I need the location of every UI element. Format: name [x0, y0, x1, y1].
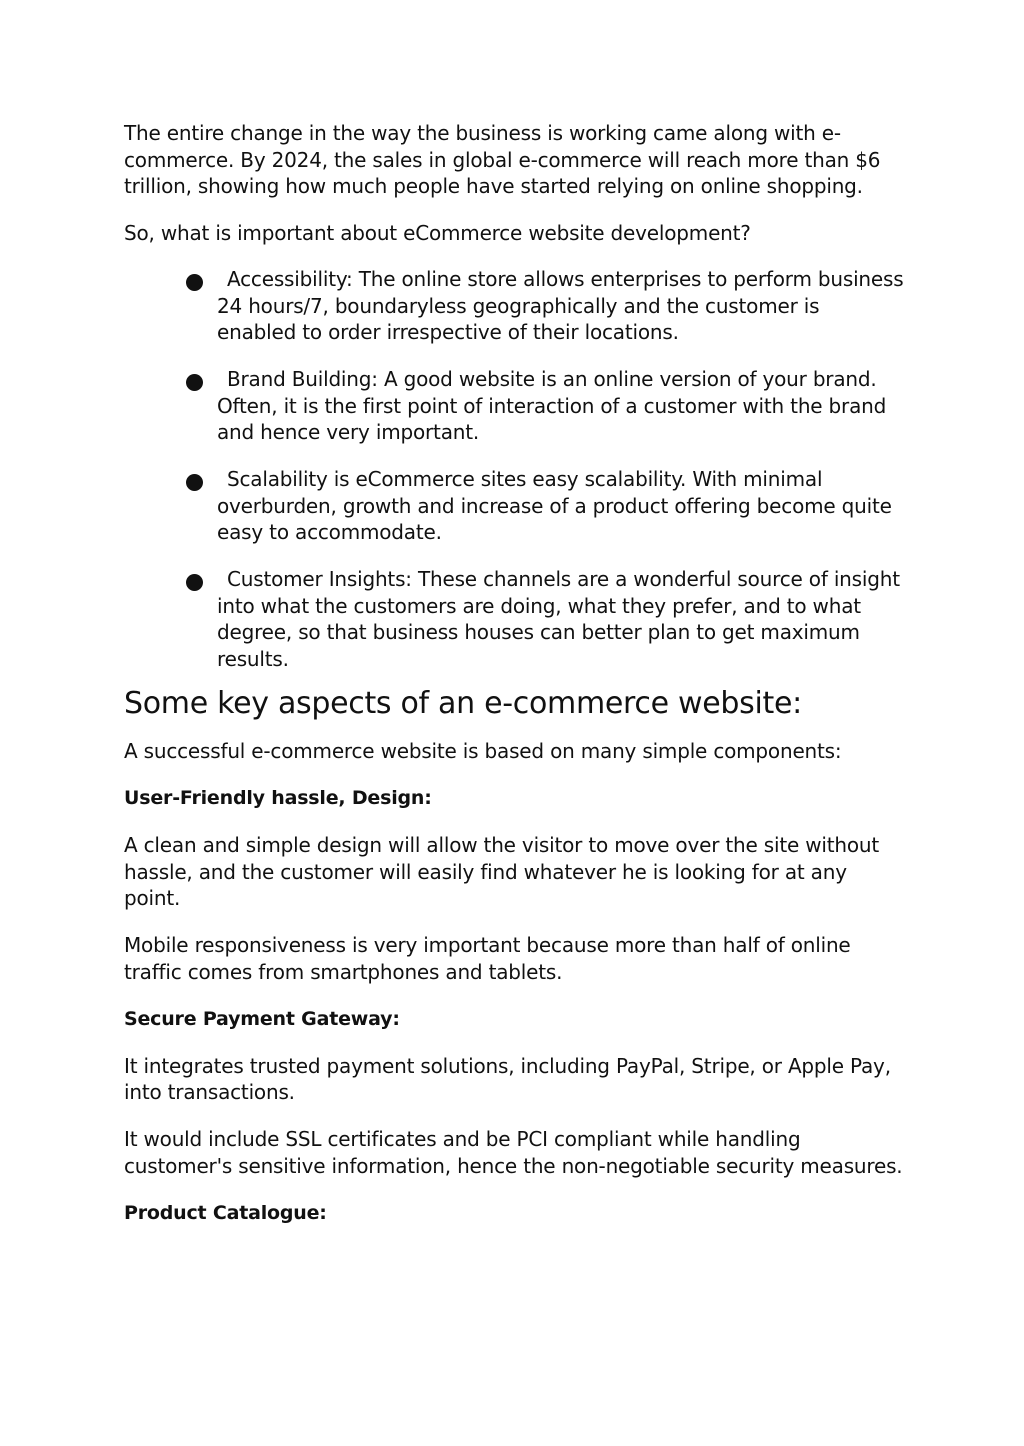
list-item-text: Brand Building: A good website is an online version of your brand. Often, it is the first point of interaction of a customer with the brand and hence very important. — [217, 367, 887, 444]
payment-paragraph-1: It integrates trusted payment solutions, including PayPal, Stripe, or Apple Pay, into transactions. — [124, 1053, 891, 1104]
list-item — [124, 466, 904, 546]
design-paragraph-2: Mobile responsiveness is very important because more than half of online traffic comes from smartphones and tablets. — [124, 933, 851, 984]
list-item-text: Scalability is eCommerce sites easy scalability. With minimal overburden, growth and increase of a product offering become quite easy to accommodate. — [217, 467, 892, 544]
question-paragraph: So, what is important about eCommerce website development? — [124, 220, 751, 245]
intro-paragraph: The entire change in the way the business is working came along with e-commerce. By 2024, the sales in global e-commerce will reach more than $6 trillion, showing how much people have started relying on online shopping. — [124, 121, 881, 198]
payment-heading: Secure Payment Gateway: — [124, 1007, 400, 1030]
section-heading: Some key aspects of an e-commerce website: — [124, 686, 802, 721]
bullet-icon — [186, 474, 203, 491]
bullet-icon — [186, 274, 203, 291]
document-page — [124, 120, 904, 1247]
list-item-text: Customer Insights: These channels are a wonderful source of insight into what the customers are doing, what they prefer, and to what degree, so that business houses can better plan to get maximum results. — [217, 567, 900, 671]
list-item-text: Accessibility: The online store allows enterprises to perform business 24 hours/7, boundaryless geographically and the customer is enabled to order irrespective of their locations. — [217, 267, 904, 344]
list-item — [124, 266, 904, 346]
design-paragraph-1: A clean and simple design will allow the visitor to move over the site without hassle, and the customer will easily find whatever he is looking for at any point. — [124, 833, 880, 910]
catalogue-heading: Product Catalogue: — [124, 1201, 327, 1224]
section-intro: A successful e-commerce website is based on many simple components: — [124, 739, 842, 763]
benefits-list — [124, 266, 904, 672]
design-heading: User-Friendly hassle, Design: — [124, 787, 432, 809]
bullet-icon — [186, 574, 203, 591]
list-item — [124, 566, 904, 672]
bullet-icon — [186, 374, 203, 391]
payment-paragraph-2: It would include SSL certificates and be PCI compliant while handling customer's sensitive information, hence the non-negotiable security measures. — [124, 1127, 903, 1178]
list-item — [124, 366, 904, 446]
